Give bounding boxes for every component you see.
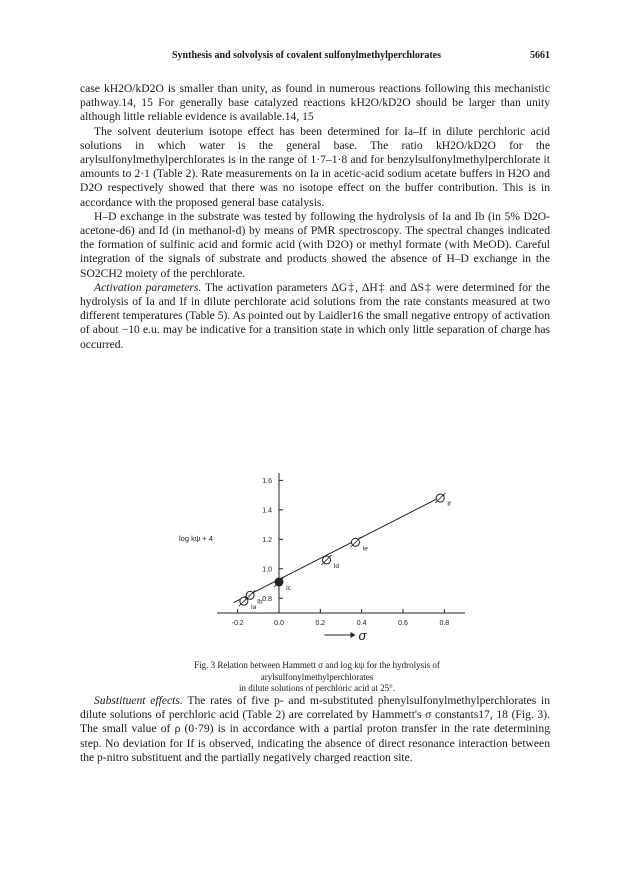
- running-title: Synthesis and solvolysis of covalent sulfonylmethylperchlorates: [172, 50, 441, 61]
- body-text-bottom: [80, 694, 550, 765]
- x-tick-label: 0.4: [356, 620, 367, 627]
- data-point-label: Ib: [257, 598, 263, 606]
- paragraph-5-body: The rates of five p- and m-substituted phenylsulfonylmethylperchlorates in dilute solutions of perchloric acid (Table 2) are correlated by Hammett's σ constants17, 18 (Fig. 3). The small value of ρ (0·79) is in accordance with a partial proton transfer in the rate determining step. No deviation for If is observed, indicating the absence of direct resonance interaction between the p-nitro substituent and the partially negatively charged reaction site.: [80, 694, 550, 764]
- y-tick-label: 1.0: [262, 566, 272, 574]
- x-axis-label: σ: [358, 628, 367, 643]
- paragraph-5-heading: Substituent effects.: [94, 694, 183, 707]
- caption-line-2: in dilute solutions of perchloric acid at 25°.: [238, 683, 396, 693]
- paragraph-4: [80, 281, 550, 352]
- x-tick-label: 0.6: [398, 620, 408, 627]
- paragraph-5: [80, 694, 550, 765]
- x-tick-label: 0.0: [274, 620, 284, 627]
- data-point-label: Ie: [362, 545, 368, 553]
- figure-caption: [152, 660, 482, 695]
- y-tick-label: 1.4: [262, 507, 272, 515]
- x-axis-arrowhead: [350, 632, 355, 638]
- x-tick-label: 0.2: [315, 620, 326, 627]
- data-point-label: Ic: [286, 585, 292, 593]
- page-number: 5661: [530, 50, 550, 61]
- y-tick-label: 1.2: [262, 536, 272, 544]
- paragraph-3: H–D exchange in the substrate was tested by following the hydrolysis of Ia and Ib (in 5% D2O-acetone-d6) and Id (in methanol-d) by means of PMR spectroscopy. The spectral changes indicated the formation of sulfinic acid and formic acid (with D2O) or methyl formate (with MeOD). Careful integration of the signals of substrate and products showed the absence of H–D exchange in the SO2CH2 moiety of the perchlorate.: [80, 209, 550, 280]
- body-text-top: [80, 82, 550, 352]
- paragraph-1: case kH2O/kD2O is smaller than unity, as found in numerous reactions following this mechanistic pathway.14, 15 For generally base catalyzed reactions kH2O/kD2O should be larger than unity although little reliable evidence is available.14, 15: [80, 82, 550, 124]
- y-tick-label: 0.8: [262, 595, 272, 603]
- y-axis-label: log kψ + 4: [179, 533, 213, 543]
- data-point-label: Id: [333, 562, 339, 570]
- data-point-label: If: [447, 501, 451, 509]
- caption-line-1: Fig. 3 Relation between Hammett σ and log kψ for the hydrolysis of arylsulfonylmethylperchlorates: [194, 660, 440, 682]
- y-tick-label: 1.6: [262, 477, 272, 485]
- hammett-plot: [175, 465, 495, 645]
- x-tick-label: -0.2: [231, 620, 244, 627]
- running-header: [80, 50, 550, 64]
- figure-3: [175, 465, 495, 645]
- paragraph-4-heading: Activation parameters.: [94, 280, 202, 294]
- paragraph-2: The solvent deuterium isotope effect has been determined for Ia–If in dilute perchloric acid solutions in which water is the general base. The ratio kH2O/kD2O for the arylsulfonylmethylperchlorates is in the range of 1·7–1·8 and for benzylsulfonylmethylperchlorate it amounts to 2·1 (Table 2). Rate measurements on Ia in acetic-acid sodium acetate buffers in H2O and D2O respectively showed that there was no isotope effect on the buffer contribution. This is in accordance with the proposed general base catalysis.: [80, 124, 550, 209]
- data-point-label: Ia: [250, 604, 257, 612]
- x-tick-label: 0.8: [439, 620, 450, 627]
- paragraph-4-body: The activation parameters ΔG‡, ΔH‡ and ΔS‡ were determined for the hydrolysis of Ia and If in dilute perchlorate acid solutions from the rate constants measured at two different temperatures (Table 5). As pointed out by Laidler16 the small negative entropy of activation of about −10 e.u. may be indicative for a transition state in which only little separation of charge has occurred.: [80, 280, 550, 351]
